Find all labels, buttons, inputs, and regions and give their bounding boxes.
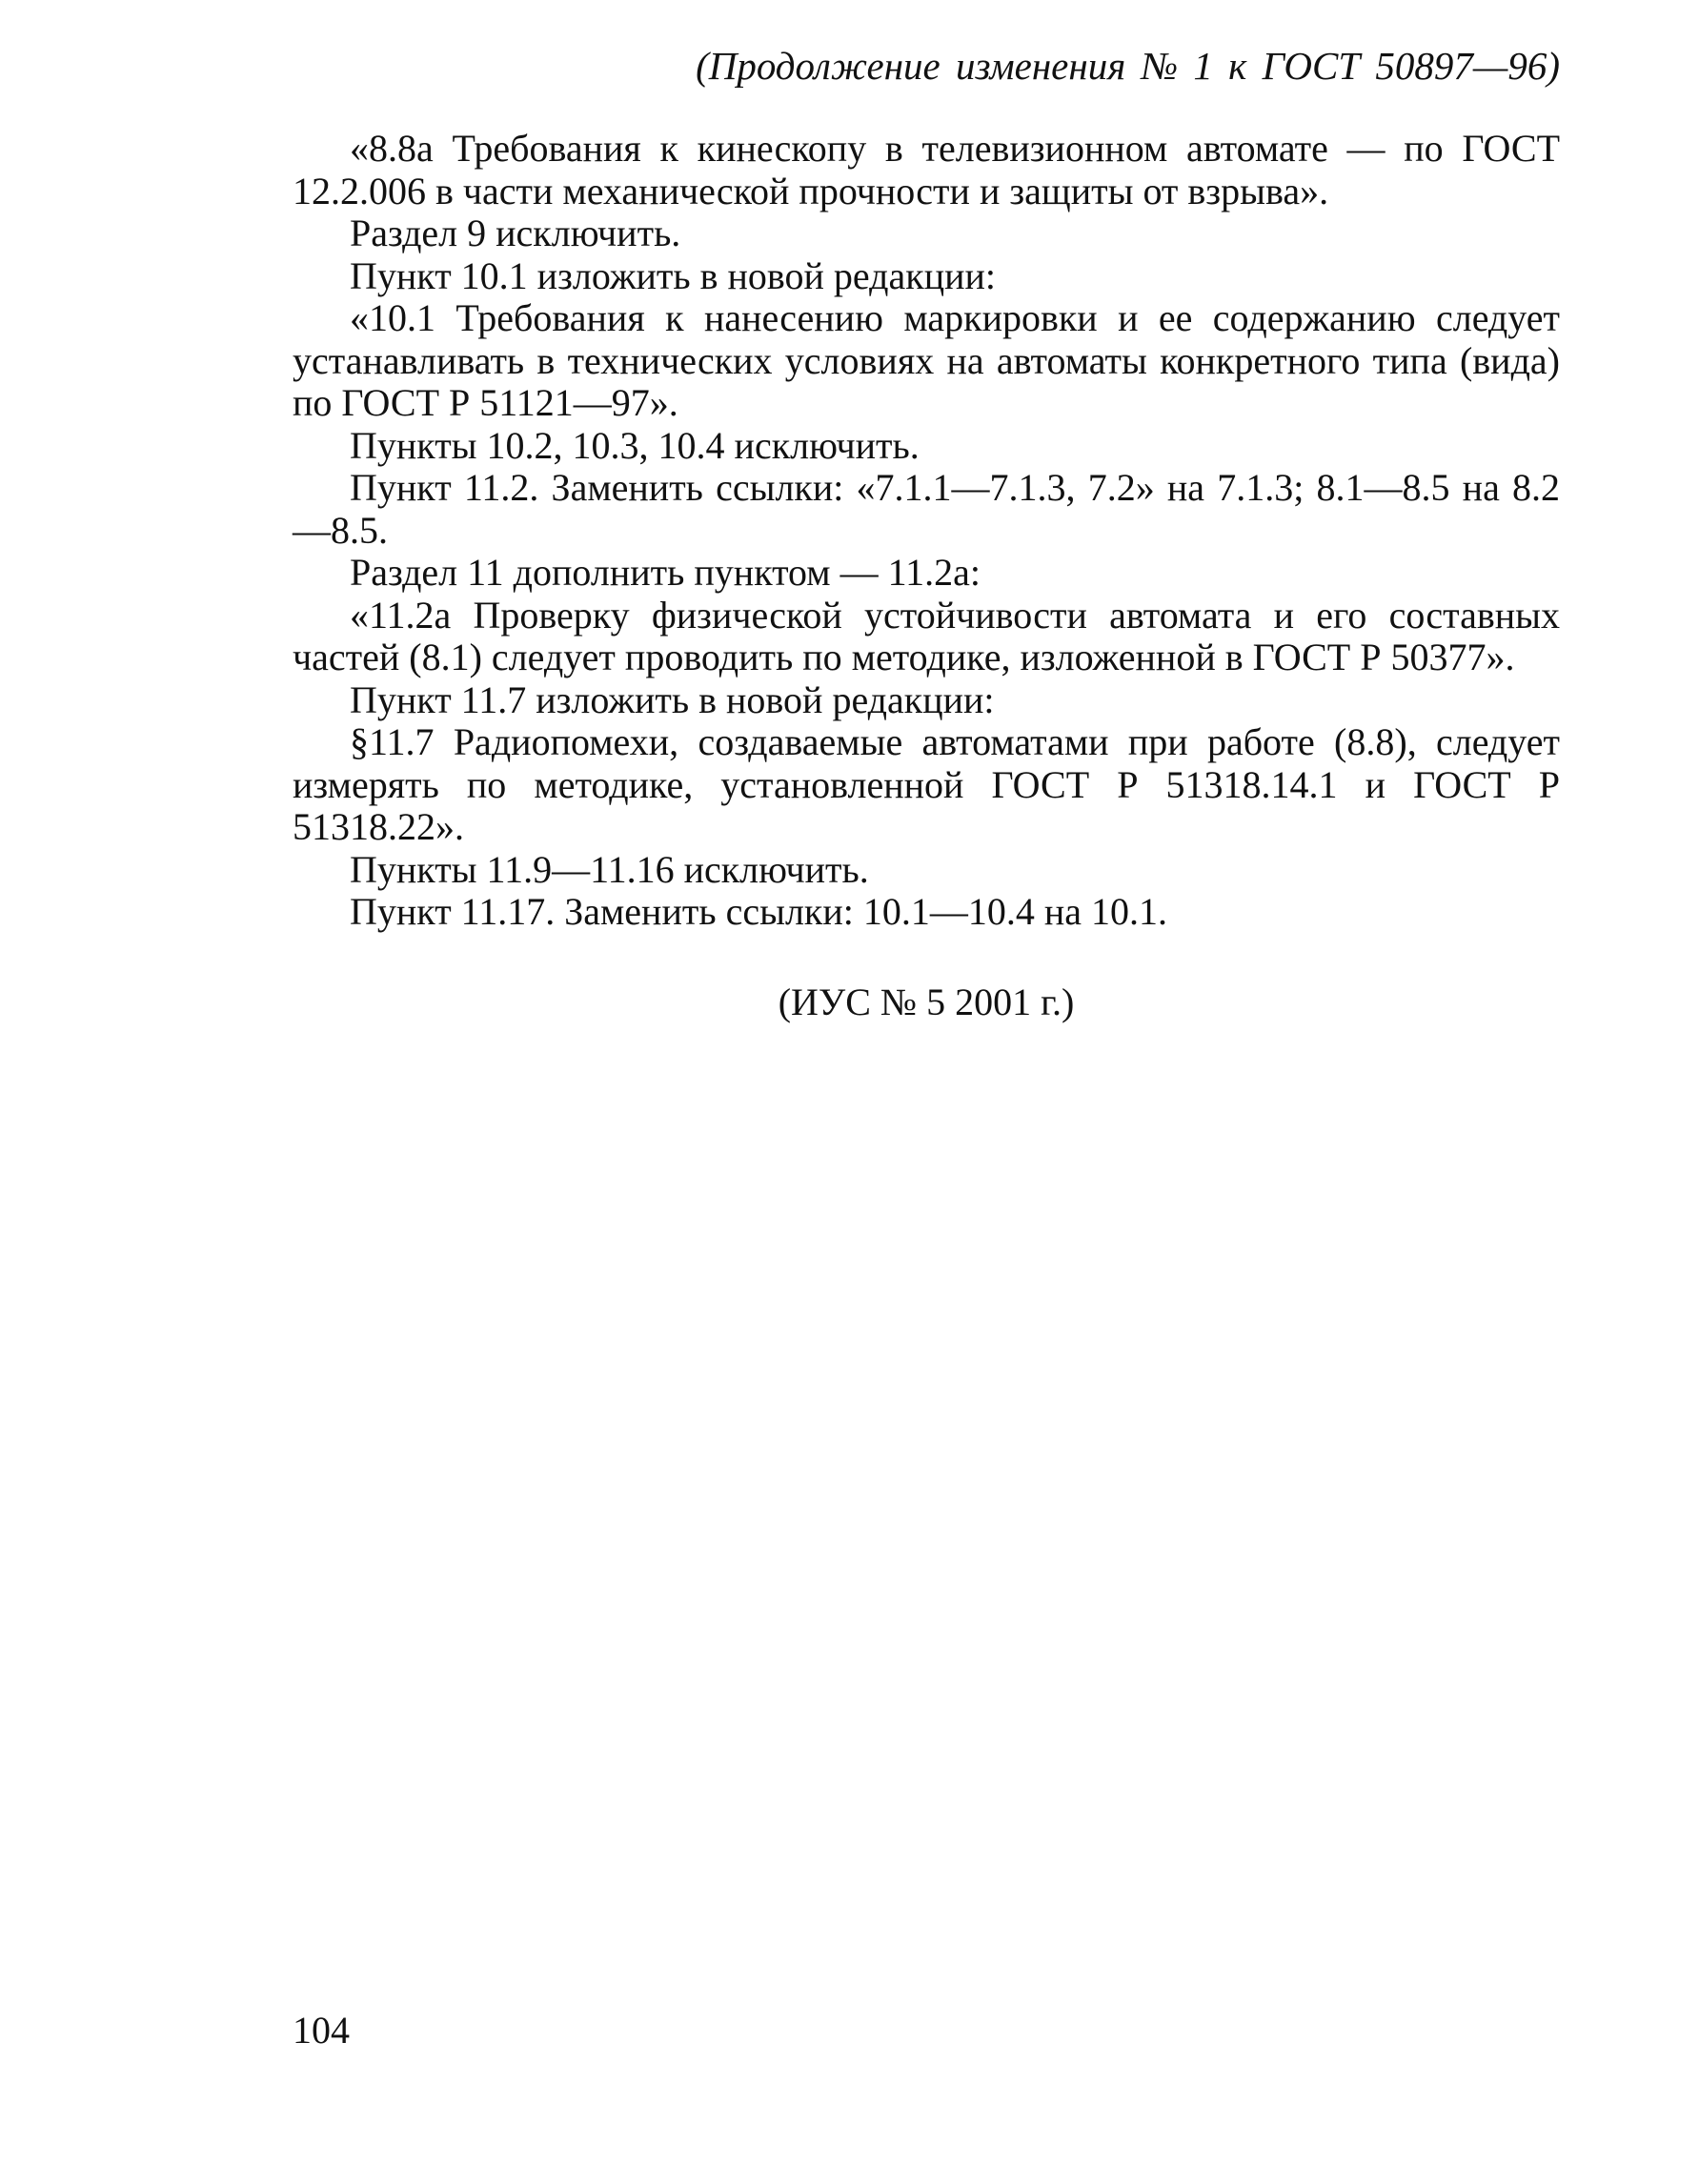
source-note: (ИУС № 5 2001 г.) [778,981,1075,1023]
paragraph-11-17: Пункт 11.17. Заменить ссылки: 10.1—10.4 на 10.1. [350,890,1168,933]
paragraph-10-1-intro: Пункт 10.1 изложить в новой редакции: [350,253,997,297]
running-title: (Продолжение изменения № 1 к ГОСТ 50897—96) [696,44,1560,88]
page-number: 104 [293,2009,350,2052]
amendment-text [293,128,1560,934]
paragraph-8-8a: «8.8а Требования к кинескопу в телевизионном автомате — по ГОСТ 12.2.006 в части механической прочности и защиты от взрыва». [293,127,1560,212]
paragraph-11-2a-text: «11.2а Проверку физической устойчивости автомата и его составных частей (8.1) следует проводить по методике, изложенной в ГОСТ Р 50377». [293,593,1560,678]
paragraph-section-9: Раздел 9 исключить. [350,212,681,254]
paragraph-10-2-10-4: Пункты 10.2, 10.3, 10.4 исключить. [350,423,920,467]
paragraph-11-2: Пункт 11.2. Заменить ссылки: «7.1.1—7.1.3, 7.2» на 7.1.3; 8.1—8.5 на 8.2—8.5. [293,466,1560,552]
paragraph-10-1-text: «10.1 Требования к нанесению маркировки и ее содержанию следует устанавливать в технических условиях на автоматы конкретного типа (вида) по ГОСТ Р 51121—97». [293,296,1560,424]
paragraph-11-9-11-16: Пункты 11.9—11.16 исключить. [350,847,869,891]
paragraph-11-7-text: §11.7 Радиопомехи, создаваемые автоматами при работе (8.8), следует измерять по методике, установленной ГОСТ Р 51318.14.1 и ГОСТ Р 51318.22». [293,720,1560,848]
paragraph-11-7-intro: Пункт 11.7 изложить в новой редакции: [350,677,995,721]
paragraph-section-11-add: Раздел 11 дополнить пунктом — 11.2а: [350,551,981,594]
